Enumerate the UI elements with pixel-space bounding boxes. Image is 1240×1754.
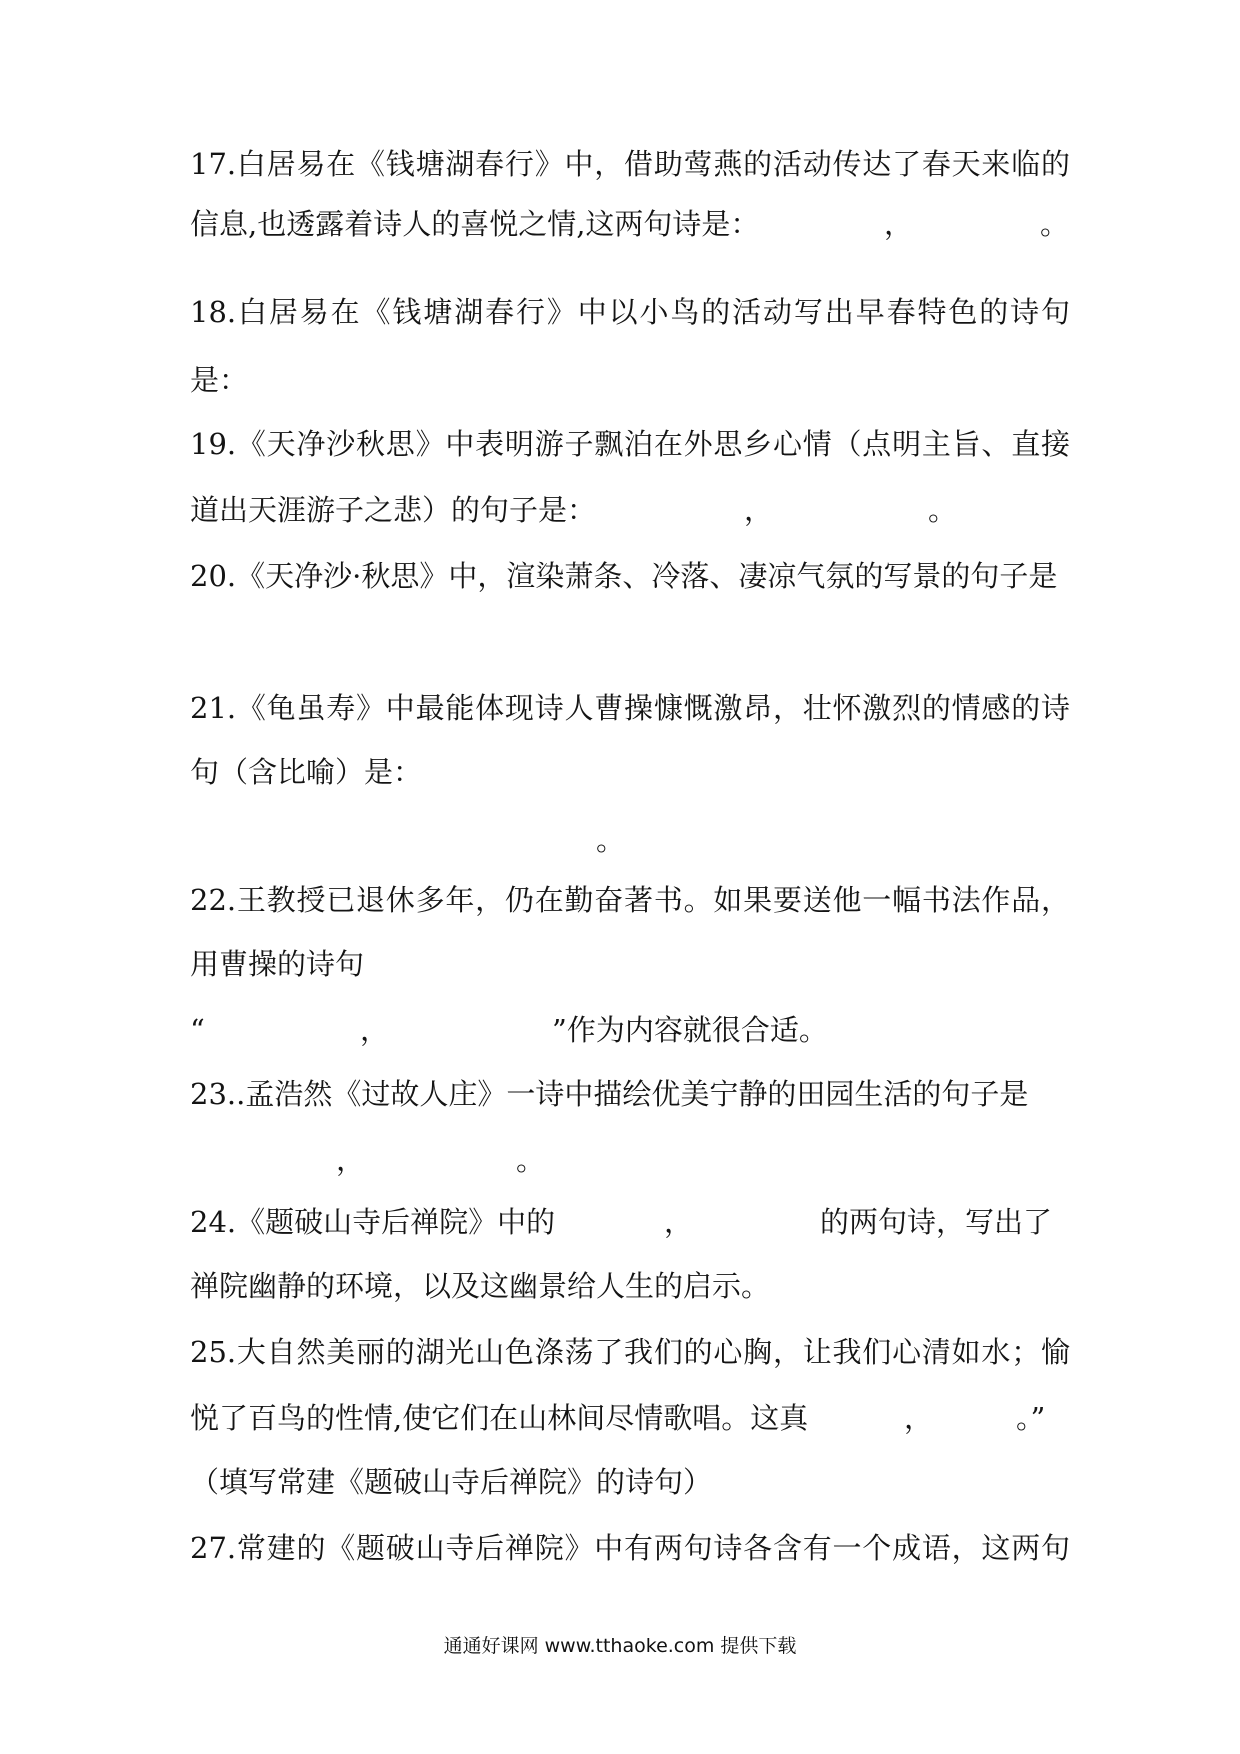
q25-line2-start: 悦了百鸟的性情,使它们在山林间尽情歌唱。这真	[190, 1401, 809, 1435]
q17-comma: ，	[884, 207, 914, 241]
q23-line1: 23..孟浩然《过故人庄》一诗中描绘优美宁静的田园生活的句子是	[190, 1077, 1029, 1111]
q21-line1: 21.《龟虽寿》中最能体现诗人曹操慷慨激昂，壮怀激烈的情感的诗	[190, 691, 1070, 725]
q19-period: 。	[928, 493, 958, 527]
q25-line2-end: 。”	[1016, 1401, 1046, 1435]
q27-line1: 27.常建的《题破山寺后禅院》中有两句诗各含有一个成语，这两句	[190, 1531, 1070, 1565]
q24-line1-start: 24.《题破山寺后禅院》中的	[190, 1205, 556, 1239]
q17-line2: 信息,也透露着诗人的喜悦之情,这两句诗是：	[190, 207, 760, 241]
q19-line1: 19.《天净沙秋思》中表明游子飘泊在外思乡心情（点明主旨、直接	[190, 427, 1070, 461]
q25-comma: ，	[904, 1401, 934, 1435]
q17-period: 。	[1040, 207, 1070, 241]
q24-line1-end: 的两句诗，写出了	[820, 1205, 1053, 1239]
q24-line2: 禅院幽静的环境，以及这幽景给人生的启示。	[190, 1269, 771, 1303]
page-footer: 通通好课网 www.tthaoke.com 提供下载	[443, 1635, 797, 1657]
q22-open-quote: “	[190, 1013, 205, 1047]
q19-line2: 道出天涯游子之悲）的句子是：	[190, 493, 597, 527]
q21-period: 。	[596, 823, 626, 857]
q22-line2: 用曹操的诗句	[190, 947, 365, 981]
q19-comma: ，	[744, 493, 774, 527]
q23-comma: ，	[336, 1143, 366, 1177]
q24-comma: ，	[664, 1205, 694, 1239]
q25-line3: （填写常建《题破山寺后禅院》的诗句）	[190, 1465, 713, 1499]
q22-line1: 22.王教授已退休多年，仍在勤奋著书。如果要送他一幅书法作品，	[190, 883, 1070, 917]
q22-comma: ，	[360, 1013, 390, 1047]
q20-line1: 20.《天净沙·秋思》中，渲染萧条、冷落、凄凉气氛的写景的句子是	[190, 559, 1058, 593]
q23-period: 。	[516, 1143, 546, 1177]
q18-line1: 18.白居易在《钱塘湖春行》中以小鸟的活动写出早春特色的诗句	[190, 295, 1070, 329]
q21-line2: 句（含比喻）是：	[190, 755, 423, 789]
q25-line1: 25.大自然美丽的湖光山色涤荡了我们的心胸，让我们心清如水；愉	[190, 1335, 1070, 1369]
q22-line3-end: ”作为内容就很合适。	[552, 1013, 828, 1047]
q17-line1: 17.白居易在《钱塘湖春行》中，借助莺燕的活动传达了春天来临的	[190, 147, 1070, 181]
q18-line2: 是：	[190, 363, 249, 397]
